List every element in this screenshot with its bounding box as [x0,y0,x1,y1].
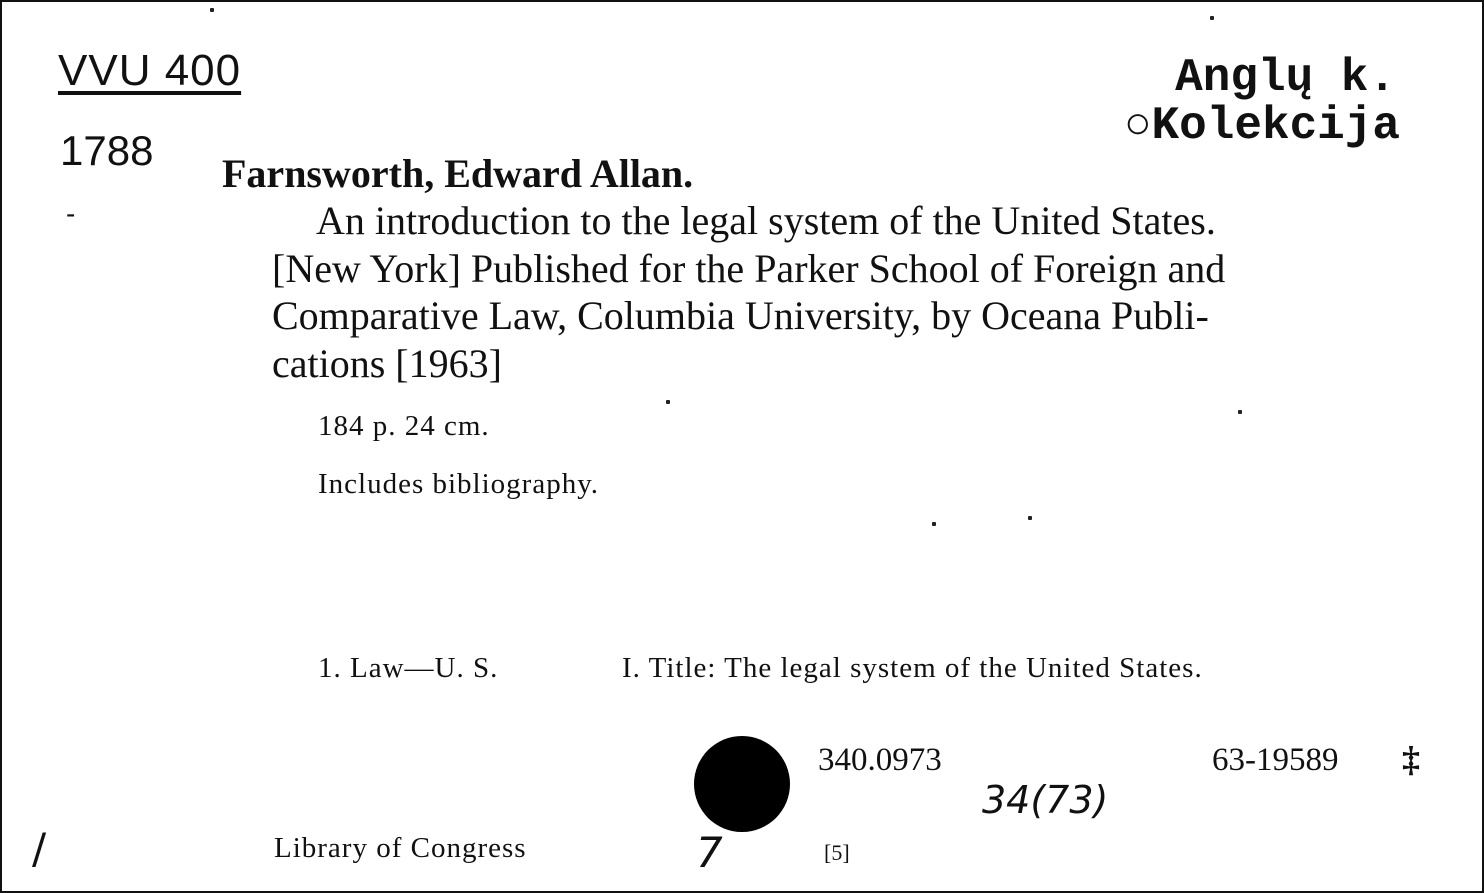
accession-number: 1788 [60,127,154,174]
class-number: 340.0973 [818,742,942,778]
collation: 184 p. 24 cm. [318,410,490,442]
author-heading: Farnsworth, Edward Allan. [222,151,694,196]
call-number-stamp: VVU 400 [58,46,242,95]
title-line-1: An introduction to the legal system of the United States. [316,198,1216,243]
speck [1238,410,1242,414]
speck [1210,16,1214,20]
collection-stamp-label: ○Kolekcija [1123,100,1400,152]
punch-hole [694,736,790,832]
speck [210,8,214,12]
print-code: [5] [824,840,850,865]
handwritten-slash: / [32,824,47,873]
speck [1028,516,1032,520]
lccn: 63-19589 [1212,742,1339,778]
speck [932,522,936,526]
title-line-3: Comparative Law, Columbia University, by Oceana Publi- [272,293,1209,338]
title-line-2: [New York] Published for the Parker School of Foreign and [272,246,1226,291]
bibliography-note: Includes bibliography. [318,468,600,500]
handwritten-shelf-number: 34(73) [982,778,1109,822]
title-line-4: cations [1963] [272,341,502,386]
collection-stamp-language: Anglų k. [1175,52,1396,104]
library-of-congress: Library of Congress [274,832,527,864]
speck [666,400,670,404]
margin-mark: - [66,198,76,229]
lccn-mark: ‡ [1402,739,1420,779]
subject-entry: 1. Law—U. S. [318,652,499,684]
handwritten-copy-number: 7 [696,828,723,877]
title-entry: I. Title: The legal system of the United States. [622,652,1203,684]
